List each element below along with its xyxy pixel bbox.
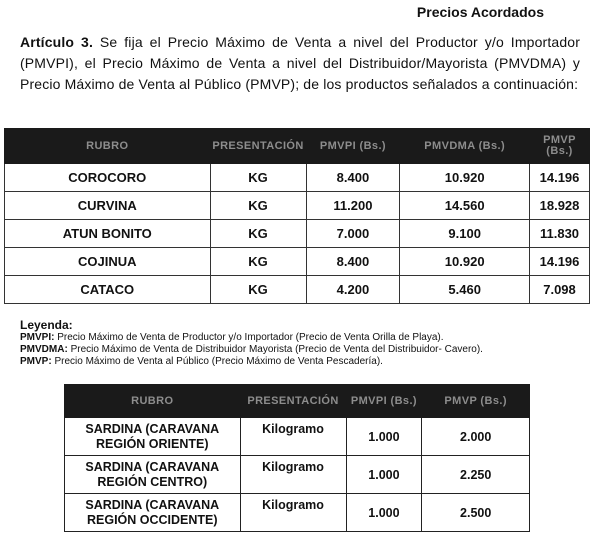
cell-pmvpi: 4.200: [306, 276, 400, 304]
table-row: [5, 192, 590, 220]
col-header-rubro: RUBRO: [5, 129, 211, 164]
col-header-rubro: RUBRO: [65, 385, 241, 418]
cell-rubro: ATUN BONITO: [5, 220, 211, 248]
cell-pmvdma: 14.560: [400, 192, 530, 220]
legend: [20, 318, 483, 368]
cell-pmvp: 2.500: [422, 494, 530, 532]
cell-pmvp: 2.250: [422, 456, 530, 494]
cell-pmvpi: 1.000: [346, 418, 422, 456]
cell-pmvdma: 9.100: [400, 220, 530, 248]
cell-presentacion: Kilogramo: [240, 494, 346, 532]
col-header-pmvdma: PMVDMA (Bs.): [400, 129, 530, 164]
legend-title: Leyenda:: [20, 318, 73, 332]
cell-rubro: SARDINA (CARAVANA REGIÓN ORIENTE): [65, 418, 241, 456]
cell-pmvpi: 8.400: [306, 164, 400, 192]
cell-presentacion: Kilogramo: [240, 418, 346, 456]
cell-pmvpi: 7.000: [306, 220, 400, 248]
col-header-pmvpi: PMVPI (Bs.): [346, 385, 422, 418]
col-header-pmvp: PMVP (Bs.): [530, 129, 590, 164]
cell-presentacion: KG: [210, 276, 306, 304]
cell-pmvp: 14.196: [530, 248, 590, 276]
legend-abbr: PMVDMA:: [20, 344, 68, 355]
legend-text: Precio Máximo de Venta al Público (Precio Máximo de Venta Pescadería).: [54, 356, 383, 367]
cell-pmvpi: 8.400: [306, 248, 400, 276]
legend-text: Precio Máximo de Venta de Productor y/o Importador (Precio de Venta Orilla de Playa).: [57, 332, 444, 343]
col-header-presentacion: PRESENTACIÓN: [240, 385, 346, 418]
cell-presentacion: KG: [210, 248, 306, 276]
cell-presentacion: KG: [210, 164, 306, 192]
cell-presentacion: KG: [210, 192, 306, 220]
sardine-prices-table: [64, 384, 530, 532]
cell-pmvp: 18.928: [530, 192, 590, 220]
article-label: Artículo 3.: [20, 34, 93, 50]
cell-presentacion: Kilogramo: [240, 456, 346, 494]
table-header-row: [65, 385, 530, 418]
page-title: Precios Acordados: [416, 4, 544, 20]
cell-pmvp: 14.196: [530, 164, 590, 192]
cell-pmvp: 11.830: [530, 220, 590, 248]
legend-abbr: PMVPI:: [20, 332, 55, 343]
cell-pmvp: 2.000: [422, 418, 530, 456]
table-header-row: [5, 129, 590, 164]
table-row: [65, 418, 530, 456]
col-header-presentacion: PRESENTACIÓN: [210, 129, 306, 164]
cell-pmvdma: 10.920: [400, 164, 530, 192]
cell-rubro: CATACO: [5, 276, 211, 304]
cell-pmvpi: 1.000: [346, 494, 422, 532]
cell-pmvdma: 5.460: [400, 276, 530, 304]
cell-rubro: SARDINA (CARAVANA REGIÓN OCCIDENTE): [65, 494, 241, 532]
col-header-pmvp: PMVP (Bs.): [422, 385, 530, 418]
legend-abbr: PMVP:: [20, 356, 52, 367]
cell-pmvpi: 1.000: [346, 456, 422, 494]
legend-text: Precio Máximo de Venta de Distribuidor Mayorista (Precio de Venta del Distribuidor- Cavero).: [70, 344, 483, 355]
col-header-pmvpi: PMVPI (Bs.): [306, 129, 400, 164]
cell-rubro: COROCORO: [5, 164, 211, 192]
legend-item: [20, 344, 483, 356]
table-row: [5, 276, 590, 304]
table-row: [65, 494, 530, 532]
cell-rubro: CURVINA: [5, 192, 211, 220]
legend-item: [20, 332, 483, 344]
cell-pmvp: 7.098: [530, 276, 590, 304]
cell-pmvpi: 11.200: [306, 192, 400, 220]
table-row: [65, 456, 530, 494]
table-row: [5, 164, 590, 192]
prices-table: [4, 128, 590, 304]
table-row: [5, 248, 590, 276]
table-row: [5, 220, 590, 248]
cell-presentacion: KG: [210, 220, 306, 248]
article-text: Se fija el Precio Máximo de Venta a nivel del Productor y/o Importador (PMVPI), el Precio Máximo de Venta a nivel del Distribuidor/Mayorista (PMVDMA) y Precio Máximo de Venta al Público (PMVP); de los productos señalados a continuación:: [20, 34, 580, 92]
cell-pmvdma: 10.920: [400, 248, 530, 276]
cell-rubro: SARDINA (CARAVANA REGIÓN CENTRO): [65, 456, 241, 494]
cell-rubro: COJINUA: [5, 248, 211, 276]
article-paragraph: [20, 32, 580, 95]
legend-item: [20, 356, 483, 368]
